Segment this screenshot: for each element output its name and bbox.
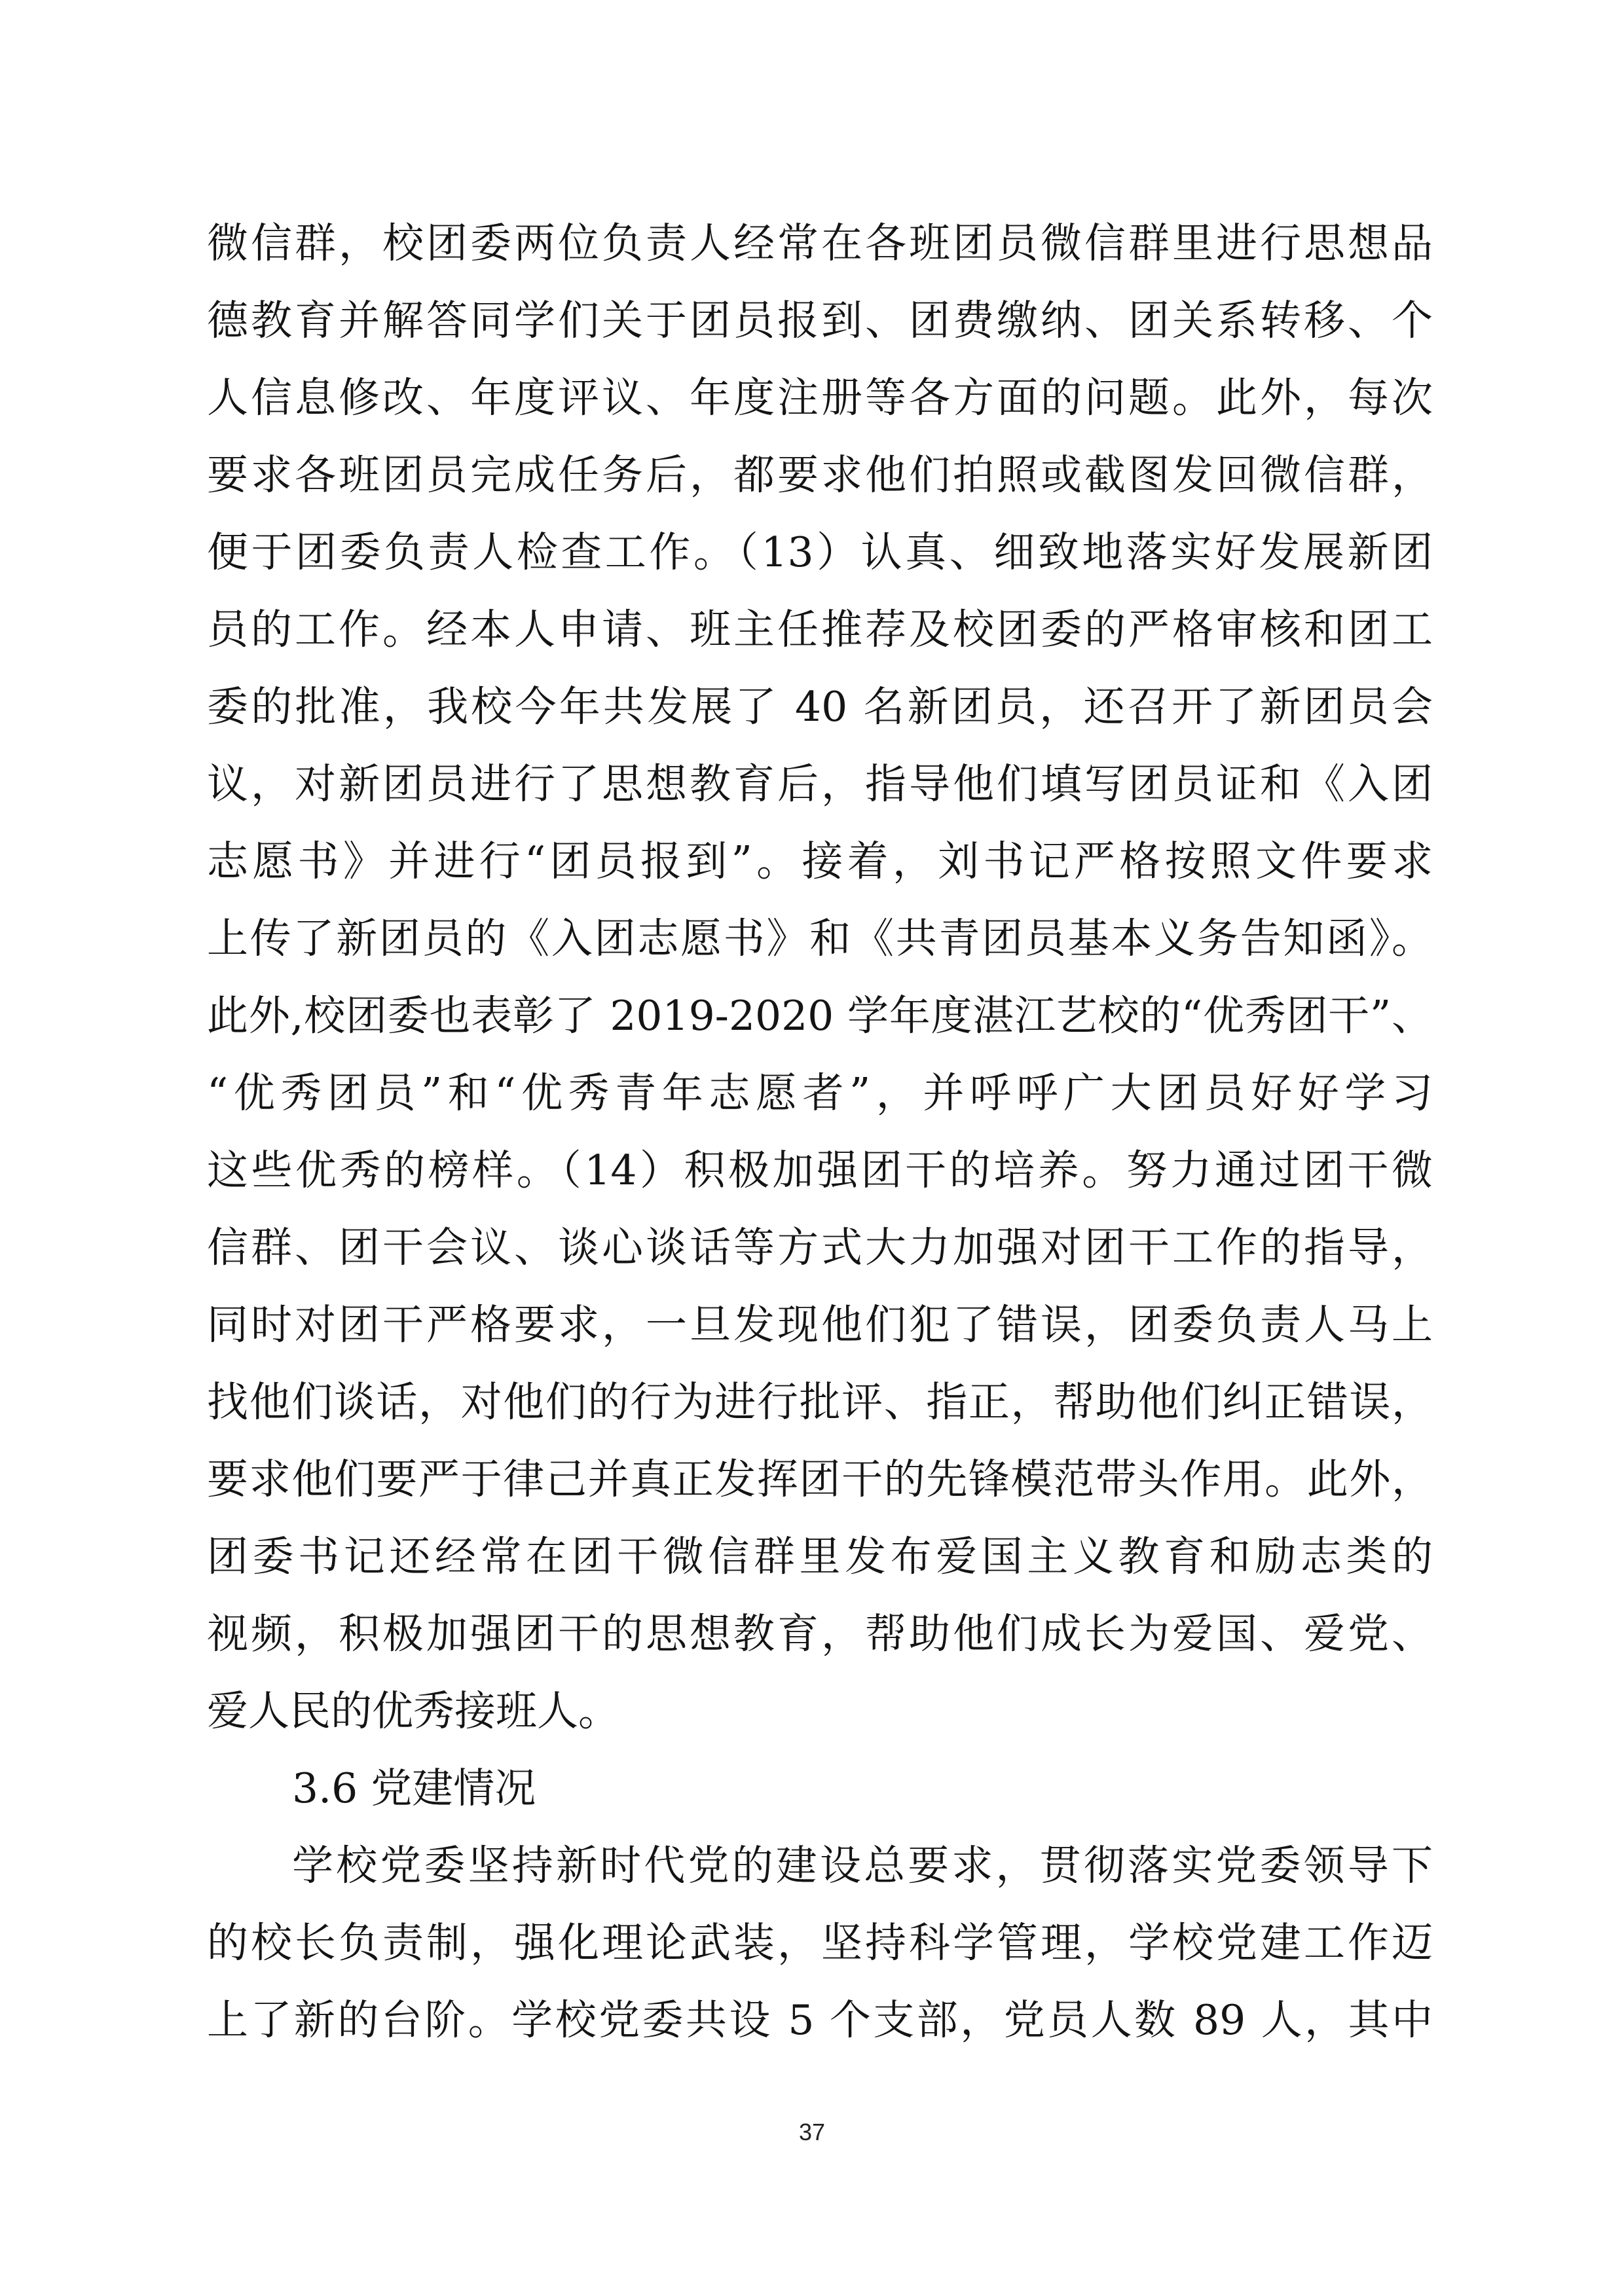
text-line: 上传了新团员的《入团志愿书》和《共青团员基本义务告知函》。 — [207, 915, 1433, 962]
text-line: 议，对新团员进行了思想教育后，指导他们填写团员证和《入团 — [207, 760, 1433, 808]
text-line: 视频，积极加强团干的思想教育，帮助他们成长为爱国、爱党、 — [207, 1610, 1433, 1658]
text-line: 委的批准，我校今年共发展了 40 名新团员，还召开了新团员会 — [207, 683, 1433, 731]
text-line: “优秀团员”和“优秀青年志愿者”，并呼呼广大团员好好学习 — [207, 1069, 1433, 1117]
text-line: 的校长负责制，强化理论武装，坚持科学管理，学校党建工作迈 — [207, 1919, 1433, 1967]
text-line: 要求他们要严于律己并真正发挥团干的先锋模范带头作用。此外， — [207, 1455, 1433, 1503]
paragraph-2 — [207, 1827, 1433, 2059]
text-line: 此外,校团委也表彰了 2019-2020 学年度湛江艺校的“优秀团干”、 — [207, 992, 1433, 1040]
text-line: 志愿书》并进行“团员报到”。接着，刘书记严格按照文件要求 — [207, 837, 1433, 885]
text-line: 信群、团干会议、谈心谈话等方式大力加强对团干工作的指导， — [207, 1224, 1433, 1271]
text-line: 上了新的台阶。学校党委共设 5 个支部，党员人数 89 人，其中 — [207, 1996, 1433, 2044]
text-line: 微信群，校团委两位负责人经常在各班团员微信群里进行思想品 — [207, 219, 1433, 267]
body-text — [207, 205, 1433, 2059]
text-line: 爱人民的优秀接班人。 — [207, 1687, 619, 1735]
text-line: 这些优秀的榜样。（14）积极加强团干的培养。努力通过团干微 — [207, 1146, 1433, 1194]
text-line: 学校党委坚持新时代党的建设总要求，贯彻落实党委领导下 — [292, 1842, 1433, 1889]
text-line: 德教育并解答同学们关于团员报到、团费缴纳、团关系转移、个 — [207, 297, 1433, 344]
text-line: 人信息修改、年度评议、年度注册等各方面的问题。此外，每次 — [207, 374, 1433, 422]
text-line: 便于团委负责人检查工作。（13）认真、细致地落实好发展新团 — [207, 528, 1433, 576]
text-line: 找他们谈话，对他们的行为进行批评、指正，帮助他们纠正错误， — [207, 1378, 1433, 1426]
text-line: 要求各班团员完成任务后，都要求他们拍照或截图发回微信群， — [207, 451, 1433, 499]
text-line: 员的工作。经本人申请、班主任推荐及校团委的严格审核和团工 — [207, 606, 1433, 653]
page-number: 37 — [798, 2119, 826, 2145]
paragraph-1 — [207, 205, 1433, 1750]
text-line: 团委书记还经常在团干微信群里发布爱国主义教育和励志类的 — [207, 1533, 1433, 1580]
text-line: 同时对团干严格要求，一旦发现他们犯了错误，团委负责人马上 — [207, 1301, 1433, 1349]
section-heading: 3.6 党建情况 — [292, 1764, 536, 1812]
